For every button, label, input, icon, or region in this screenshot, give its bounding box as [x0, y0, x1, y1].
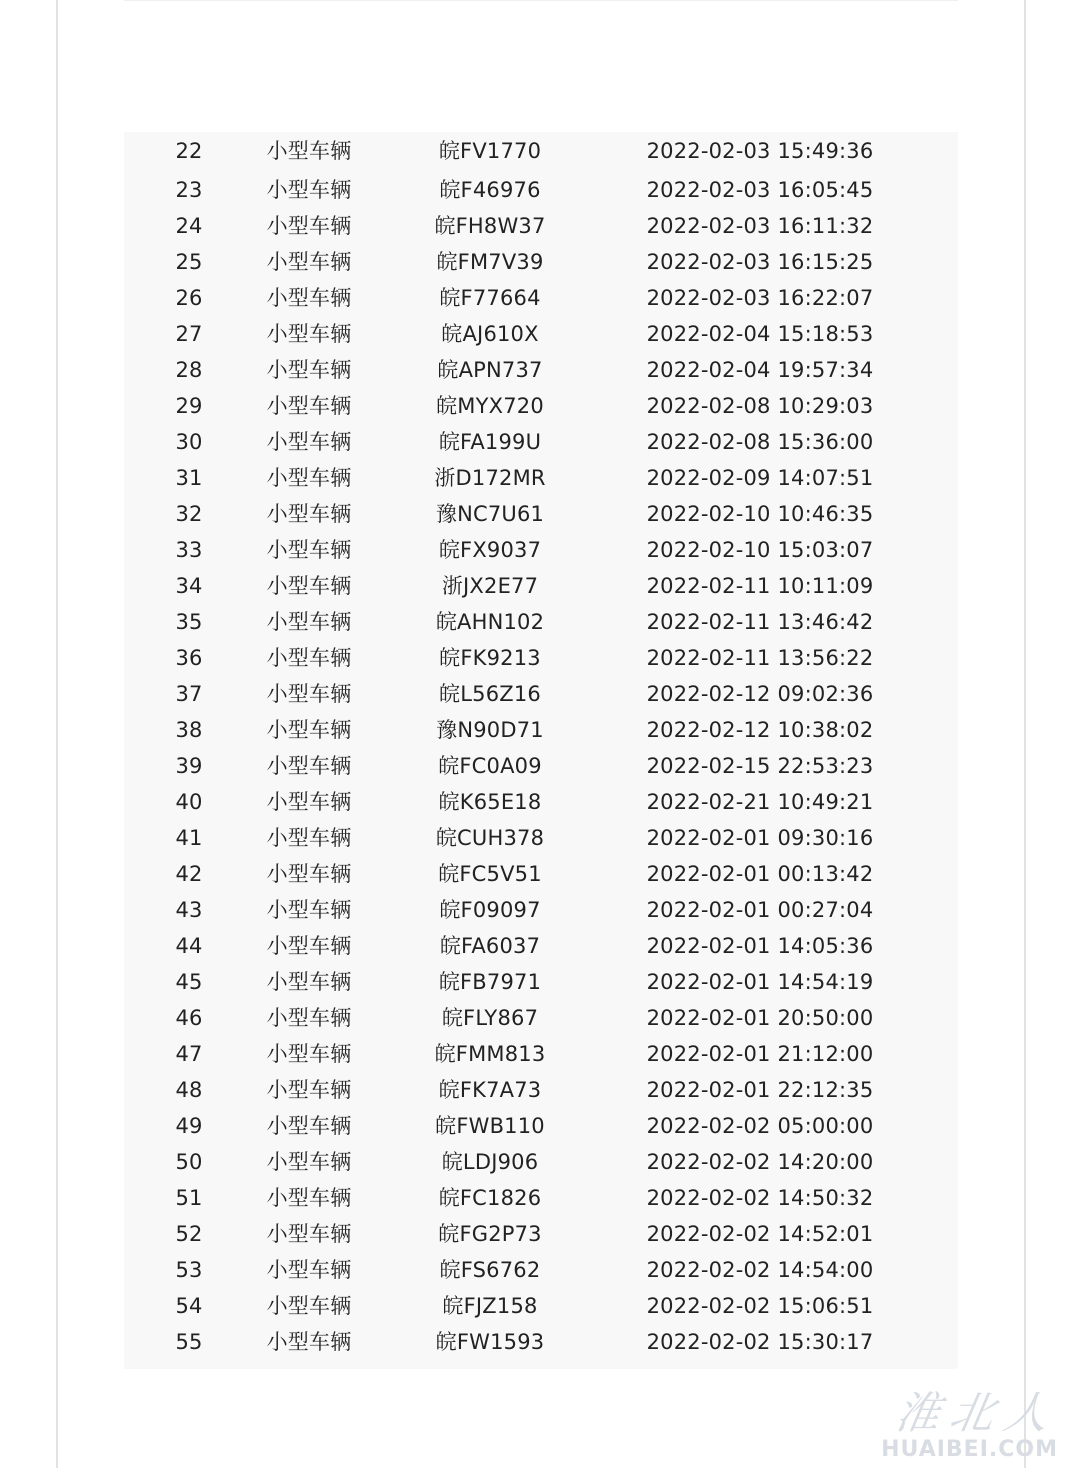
vehicle-type: 小型车辆 [266, 826, 352, 850]
timestamp: 2022-02-03 16:11:32 [646, 214, 874, 238]
vehicle-type: 小型车辆 [266, 1006, 352, 1030]
timestamp: 2022-02-03 16:22:07 [646, 286, 874, 310]
table-row [124, 748, 958, 784]
license-plate: 皖FA6037 [439, 934, 541, 958]
table-row [124, 172, 958, 208]
timestamp: 2022-02-12 09:02:36 [646, 682, 874, 706]
row-number: 39 [175, 754, 203, 778]
timestamp: 2022-02-03 16:05:45 [646, 178, 874, 202]
license-plate: 浙JX2E77 [441, 574, 539, 598]
license-plate: 皖MYX720 [436, 394, 544, 418]
vehicle-type: 小型车辆 [266, 1042, 352, 1066]
timestamp: 2022-02-01 20:50:00 [646, 1006, 874, 1030]
row-number: 36 [175, 646, 203, 670]
table-row [124, 820, 958, 856]
table-row [124, 1144, 958, 1180]
row-number: 46 [175, 1006, 203, 1030]
license-plate: 皖FMM813 [434, 1042, 546, 1066]
vehicle-type: 小型车辆 [266, 214, 352, 238]
row-number: 26 [175, 286, 203, 310]
vehicle-type: 小型车辆 [266, 394, 352, 418]
timestamp: 2022-02-01 14:05:36 [646, 934, 874, 958]
table-row [124, 1036, 958, 1072]
table-row [124, 1288, 958, 1324]
timestamp: 2022-02-03 15:49:36 [646, 139, 874, 163]
vehicle-type: 小型车辆 [266, 430, 352, 454]
vehicle-type: 小型车辆 [266, 574, 352, 598]
vehicle-type: 小型车辆 [266, 286, 352, 310]
row-number: 23 [175, 178, 203, 202]
timestamp: 2022-02-01 22:12:35 [646, 1078, 874, 1102]
timestamp: 2022-02-08 10:29:03 [646, 394, 874, 418]
row-number: 41 [175, 826, 203, 850]
vehicle-type: 小型车辆 [266, 1186, 352, 1210]
timestamp: 2022-02-01 00:27:04 [646, 898, 874, 922]
row-number: 28 [175, 358, 203, 382]
row-number: 50 [175, 1150, 203, 1174]
license-plate: 皖FX9037 [438, 538, 542, 562]
table-row [124, 676, 958, 712]
row-number: 31 [175, 466, 203, 490]
table-row [124, 208, 958, 244]
vehicle-type: 小型车辆 [266, 898, 352, 922]
row-number: 29 [175, 394, 203, 418]
timestamp: 2022-02-08 15:36:00 [646, 430, 874, 454]
timestamp: 2022-02-21 10:49:21 [646, 790, 874, 814]
license-plate: 皖AHN102 [435, 610, 545, 634]
timestamp: 2022-02-02 15:30:17 [646, 1330, 874, 1354]
vehicle-type: 小型车辆 [266, 718, 352, 742]
vehicle-type: 小型车辆 [266, 934, 352, 958]
table-row [124, 604, 958, 640]
license-plate: 皖FB7971 [438, 970, 542, 994]
table-row [124, 964, 958, 1000]
license-plate: 皖K65E18 [438, 790, 542, 814]
row-number: 35 [175, 610, 203, 634]
timestamp: 2022-02-11 13:46:42 [646, 610, 874, 634]
row-number: 49 [175, 1114, 203, 1138]
vehicle-type: 小型车辆 [266, 178, 352, 202]
row-number: 43 [175, 898, 203, 922]
table-row [124, 1252, 958, 1288]
row-number: 42 [175, 862, 203, 886]
row-number: 34 [175, 574, 203, 598]
row-number: 38 [175, 718, 203, 742]
row-number: 40 [175, 790, 203, 814]
row-number: 22 [175, 139, 203, 163]
row-number: 37 [175, 682, 203, 706]
vehicle-type: 小型车辆 [266, 538, 352, 562]
timestamp: 2022-02-02 14:20:00 [646, 1150, 874, 1174]
row-number: 45 [175, 970, 203, 994]
license-plate: 皖FC1826 [438, 1186, 542, 1210]
vehicle-type: 小型车辆 [266, 1078, 352, 1102]
table-row [124, 1324, 958, 1360]
vehicle-type: 小型车辆 [266, 790, 352, 814]
timestamp: 2022-02-11 10:11:09 [646, 574, 874, 598]
table-row [124, 1108, 958, 1144]
table-row [124, 712, 958, 748]
row-number: 55 [175, 1330, 203, 1354]
row-number: 47 [175, 1042, 203, 1066]
license-plate: 皖FG2P73 [438, 1222, 542, 1246]
timestamp: 2022-02-09 14:07:51 [646, 466, 874, 490]
vehicle-type: 小型车辆 [266, 646, 352, 670]
top-divider [124, 0, 958, 1]
timestamp: 2022-02-02 15:06:51 [646, 1294, 874, 1318]
timestamp: 2022-02-10 10:46:35 [646, 502, 874, 526]
table-row [124, 280, 958, 316]
row-number: 54 [175, 1294, 203, 1318]
timestamp: 2022-02-10 15:03:07 [646, 538, 874, 562]
vehicle-type: 小型车辆 [266, 466, 352, 490]
timestamp: 2022-02-03 16:15:25 [646, 250, 874, 274]
license-plate: 皖FV1770 [438, 139, 542, 163]
table-row [124, 388, 958, 424]
row-number: 52 [175, 1222, 203, 1246]
timestamp: 2022-02-02 14:52:01 [646, 1222, 874, 1246]
vehicle-type: 小型车辆 [266, 1150, 352, 1174]
license-plate: 皖FW1593 [435, 1330, 545, 1354]
license-plate: 浙D172MR [434, 466, 546, 490]
license-plate: 皖FH8W37 [434, 214, 546, 238]
row-number: 48 [175, 1078, 203, 1102]
license-plate: 皖FC5V51 [438, 862, 542, 886]
vehicle-type: 小型车辆 [266, 139, 352, 163]
license-plate: 皖FK7A73 [438, 1078, 542, 1102]
license-plate: 皖FA199U [438, 430, 542, 454]
table-row [124, 1180, 958, 1216]
vehicle-type: 小型车辆 [266, 1222, 352, 1246]
table-row [124, 352, 958, 388]
vehicle-type: 小型车辆 [266, 1114, 352, 1138]
vehicle-type: 小型车辆 [266, 754, 352, 778]
license-plate: 皖F77664 [439, 286, 541, 310]
timestamp: 2022-02-02 05:00:00 [646, 1114, 874, 1138]
license-plate: 皖F09097 [439, 898, 541, 922]
timestamp: 2022-02-15 22:53:23 [646, 754, 874, 778]
table-row [124, 1072, 958, 1108]
vehicle-type: 小型车辆 [266, 970, 352, 994]
watermark-domain-text: HUAIBEI.COM [881, 1437, 1058, 1462]
table-row [124, 532, 958, 568]
license-plate: 皖F46976 [439, 178, 541, 202]
license-plate: 豫N90D71 [436, 718, 544, 742]
license-plate: 皖FWB110 [435, 1114, 545, 1138]
table-row [124, 640, 958, 676]
license-plate: 皖L56Z16 [439, 682, 541, 706]
table-row [124, 496, 958, 532]
table-row [124, 892, 958, 928]
row-number: 25 [175, 250, 203, 274]
row-number: 24 [175, 214, 203, 238]
table-row [124, 244, 958, 280]
license-plate: 豫NC7U61 [435, 502, 545, 526]
vehicle-type: 小型车辆 [266, 1258, 352, 1282]
timestamp: 2022-02-04 15:18:53 [646, 322, 874, 346]
table-row [124, 1000, 958, 1036]
watermark-chinese-text: 淮北人 [891, 1388, 1063, 1439]
vehicle-type: 小型车辆 [266, 1294, 352, 1318]
table-row [124, 424, 958, 460]
license-plate: 皖FK9213 [439, 646, 541, 670]
vehicle-records-table [124, 132, 958, 1369]
timestamp: 2022-02-01 09:30:16 [646, 826, 874, 850]
row-number: 44 [175, 934, 203, 958]
license-plate: 皖FC0A09 [438, 754, 542, 778]
license-plate: 皖CUH378 [435, 826, 545, 850]
row-number: 32 [175, 502, 203, 526]
timestamp: 2022-02-02 14:50:32 [646, 1186, 874, 1210]
row-number: 51 [175, 1186, 203, 1210]
license-plate: 皖FM7V39 [436, 250, 544, 274]
timestamp: 2022-02-01 00:13:42 [646, 862, 874, 886]
row-number: 27 [175, 322, 203, 346]
vehicle-type: 小型车辆 [266, 322, 352, 346]
timestamp: 2022-02-01 21:12:00 [646, 1042, 874, 1066]
table-row [124, 1216, 958, 1252]
timestamp: 2022-02-02 14:54:00 [646, 1258, 874, 1282]
timestamp: 2022-02-01 14:54:19 [646, 970, 874, 994]
table-row [124, 133, 958, 169]
timestamp: 2022-02-04 19:57:34 [646, 358, 874, 382]
vehicle-type: 小型车辆 [266, 250, 352, 274]
license-plate: 皖FJZ158 [442, 1294, 538, 1318]
vehicle-type: 小型车辆 [266, 862, 352, 886]
row-number: 53 [175, 1258, 203, 1282]
table-row [124, 568, 958, 604]
table-row [124, 460, 958, 496]
vehicle-type: 小型车辆 [266, 682, 352, 706]
timestamp: 2022-02-12 10:38:02 [646, 718, 874, 742]
vehicle-type: 小型车辆 [266, 610, 352, 634]
row-number: 30 [175, 430, 203, 454]
license-plate: 皖APN737 [437, 358, 543, 382]
timestamp: 2022-02-11 13:56:22 [646, 646, 874, 670]
license-plate: 皖LDJ906 [441, 1150, 539, 1174]
row-number: 33 [175, 538, 203, 562]
table-row [124, 856, 958, 892]
site-watermark [838, 1388, 1063, 1462]
table-row [124, 928, 958, 964]
license-plate: 皖AJ610X [441, 322, 539, 346]
license-plate: 皖FS6762 [439, 1258, 541, 1282]
vehicle-type: 小型车辆 [266, 1330, 352, 1354]
license-plate: 皖FLY867 [441, 1006, 539, 1030]
vehicle-type: 小型车辆 [266, 502, 352, 526]
vehicle-type: 小型车辆 [266, 358, 352, 382]
table-row [124, 316, 958, 352]
table-row [124, 784, 958, 820]
